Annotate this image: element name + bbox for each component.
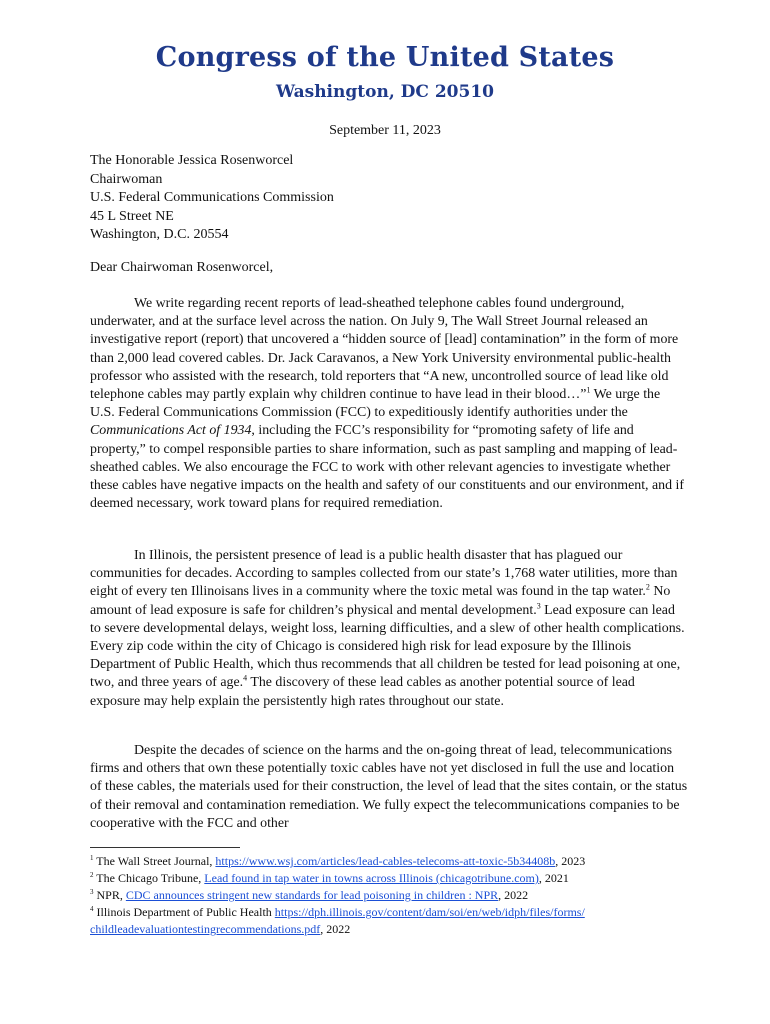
- act-title: Communications Act of 1934: [90, 423, 252, 439]
- paragraph-text: We write regarding recent reports of lead-sheathed telephone cables found underground, underwater, and at the surface level across the nation. On July 9, The Wall Street Journal released an investigative report (report) that uncovered a “hidden source of [lead] contamination” in the form of more than 2,000 lead covered cables. Dr. Jack Caravanos, a New York University environmental public-health professor who assisted with the research, told reporters that “A new, uncontrolled source of lead like old telephone cables may partly explain why children continue to have lead in their blood…”: [90, 296, 679, 403]
- footnote-ref: 2: [645, 582, 650, 592]
- footnote-number: 1: [90, 854, 94, 862]
- paragraph-text: We urge the U.S. Federal Communications Commission (FCC) to expeditiously identify authorities under the: [90, 387, 661, 421]
- footnote-year: , 2022: [320, 922, 351, 936]
- footnote-number: 2: [90, 871, 94, 879]
- address-line: Washington, D.C. 20554: [90, 227, 229, 242]
- footnote-year: , 2022: [498, 888, 529, 902]
- paragraph-lead-cables: [90, 295, 688, 513]
- paragraph-text: , including the FCC’s responsibility for “promoting safety of life and property,” to compel responsible parties to share information, such as past sampling and mapping of lead-sheathed cables. We also encourage the FCC to work with other relevant agencies to investigate whether these cables have negative impacts on the health and safety of our constituents and our environment, and if deemed necessary, work toward plans for required remediation.: [90, 423, 685, 512]
- footnote-number: 4: [90, 905, 94, 913]
- footnote-link[interactable]: https://dph.illinois.gov/content/dam/soi/en/web/idph/files/forms/: [274, 905, 585, 919]
- footnote-ref: 3: [536, 600, 541, 610]
- footnote-4-continued: [90, 921, 690, 938]
- paragraph-text: Lead exposure can lead to severe developmental delays, weight loss, learning difficulties, and a slew of other health complications. Every zip code within the city of Chicago is considered high risk for lead exposure by the Illinois Department of Public Health, which thus recommends that all children be tested for lead poisoning at one, two, and three years of age.: [90, 602, 685, 691]
- address-line: 45 L Street NE: [90, 208, 174, 224]
- paragraph-illinois: [90, 547, 688, 711]
- paragraph-text: The discovery of these lead cables as another potential source of lead exposure may help explain the persistently high rates throughout our state.: [90, 675, 635, 709]
- letter-date: September 11, 2023: [329, 123, 441, 138]
- salutation: Dear Chairwoman Rosenworcel,: [90, 260, 274, 275]
- footnote-source: Illinois Department of Public Health: [96, 905, 275, 919]
- footnote-source: The Chicago Tribune,: [96, 871, 205, 885]
- footnote-link[interactable]: https://www.wsj.com/articles/lead-cables-telecoms-att-toxic-5b34408b: [215, 854, 556, 868]
- letterhead-subtitle: Washington, DC 20510: [276, 82, 494, 102]
- footnote-ref: 4: [243, 673, 248, 683]
- paragraph-telecom-firms: [90, 742, 688, 833]
- footnote-ref: 1: [586, 385, 591, 395]
- paragraph-text: In Illinois, the persistent presence of lead is a public health disaster that has plagued our communities for decades. According to samples collected from our state’s 1,768 water utilities, more than eight of every ten Illinoisans lives in a community where the toxic metal was found in the tap water.: [90, 548, 678, 600]
- footnote-link[interactable]: childleadevaluationtestingrecommendations.pdf: [90, 922, 321, 936]
- paragraph-text: No amount of lead exposure is safe for children’s physical and mental development.: [90, 584, 671, 618]
- footnotes: [90, 853, 690, 938]
- footnote-year: , 2023: [555, 854, 586, 868]
- paragraph-text: Despite the decades of science on the harms and the on-going threat of lead, telecommunications firms and others that own these potentially toxic cables have not yet disclosed in full the use and location of these cables, the materials used for their construction, the level of lead that the sites contain, or the status of their removal and contamination remediation. We fully expect the telecommunications companies to be cooperative with the FCC and other: [90, 743, 688, 831]
- address-line: The Honorable Jessica Rosenworcel: [90, 153, 294, 168]
- footnote-3: [90, 887, 690, 904]
- footnote-4: [90, 904, 690, 921]
- footnote-source: NPR,: [96, 888, 126, 902]
- footnote-link[interactable]: CDC announces stringent new standards for lead poisoning in children : NPR: [125, 888, 499, 902]
- footnote-link[interactable]: Lead found in tap water in towns across Illinois (chicagotribune.com): [204, 871, 539, 885]
- letterhead-title: Congress of the United States: [155, 42, 615, 73]
- footnote-1: [90, 853, 690, 870]
- footnote-number: 3: [90, 888, 94, 896]
- recipient-address: [90, 152, 334, 245]
- footnote-year: , 2021: [538, 871, 569, 885]
- address-line: Chairwoman: [90, 171, 163, 187]
- footnote-2: [90, 870, 690, 887]
- address-line: U.S. Federal Communications Commission: [90, 190, 334, 205]
- footnote-divider: [90, 847, 240, 848]
- footnote-source: The Wall Street Journal,: [96, 854, 216, 868]
